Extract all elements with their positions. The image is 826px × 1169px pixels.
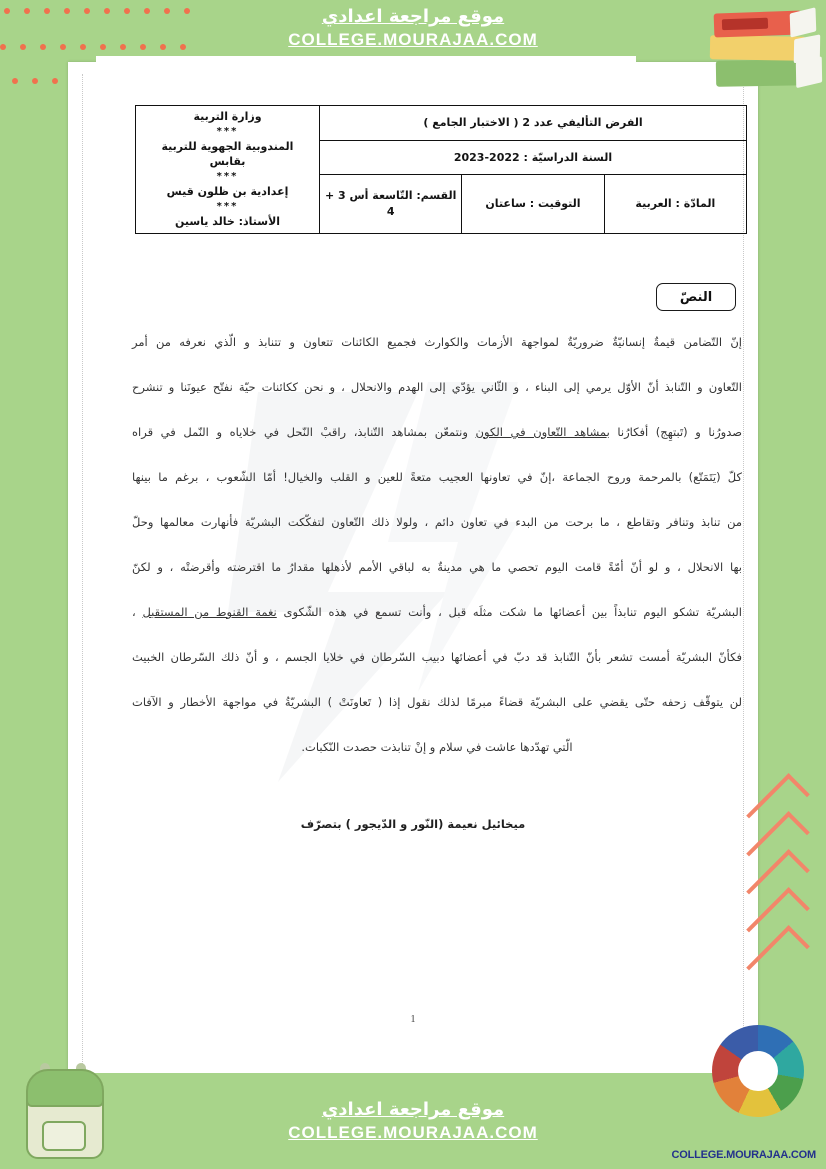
passage-line-text: فكأنّ البشريّة أمست تشعر بأنّ التّنابذ قد دبّ في أعضائها دبيب السّرطان في خلايا الجسم ، و أنّ ذلك السّرطان الخبيث (132, 649, 742, 664)
passage-line-text: صدورُنا و (تَبتهِج) أفكارُنا بمشاهد التّعاون في الكون ونتمعّن بمشاهد التّنابذ، راقبْ النّحل في خلاياه و النّمل في قراه (132, 424, 743, 439)
passage-line-text: الّتي تهدّدها عاشت في سلام و إنْ تنابذت حصدت النّكبات. (301, 739, 573, 754)
passage-line (132, 500, 742, 545)
passage-line-text: كلّ (يَتَمَتّع) بالمرحمة وروح الجماعة ،إنّ في تعاونها العجيب متعةً للعين و القلب والخيال! أمّا الشّعوب ، برغم ما بينها (132, 469, 742, 484)
book-green-icon (716, 59, 808, 87)
passage-line (132, 635, 742, 680)
passage-line (132, 320, 742, 365)
school-year-cell: السنة الدراسيّة : 2022-2023 (320, 140, 747, 175)
backpack-pocket (42, 1121, 86, 1151)
decoration-dot (32, 78, 38, 84)
decoration-dot (12, 78, 18, 84)
passage-line-text: بها الانحلال ، و لو أنّ أمّةً قامت اليوم تحصي ما هي مدينةٌ به لباقي الأمم لأذهلها مقدارُ ما اقترضته وأقرضتْه ، و لكنّ (132, 559, 742, 574)
site-name-arabic: موقع مراجعة اعدادي (321, 6, 505, 27)
text-section-label: النصّ (679, 289, 713, 305)
chevron-decoration (748, 790, 820, 980)
backpack-icon (18, 1063, 110, 1159)
class-cell: القسم: التّاسعة أس 3 + 4 (320, 175, 462, 233)
institution-line: بقابس (209, 155, 246, 169)
text-section-badge (656, 283, 736, 311)
passage-line-text: إنّ التّضامن قيمةٌ إنسانيّةٌ ضروريّةٌ لمواجهة الأزمات والكوارث فجميع الكائنات تتعاون و تتنابذ و الّذي نعرفه من أمر (132, 334, 742, 349)
institution-separator: *** (216, 171, 239, 183)
passage-body (132, 320, 742, 770)
institution-separator: *** (216, 200, 239, 212)
site-url: COLLEGE.MOURAJAA.COM (288, 30, 538, 49)
passage-line-text: من تنابذ وتنافر وتقاطع ، ما برحت من البدء في تعاون دائم ، ولولا ذلك التّعاون لتفكّكت البشريّة فأنهارت معالمها وحلّ (132, 514, 742, 529)
table-row (136, 106, 747, 141)
passage-line-text: لن يتوقّف زحفه حتّى يقضي على البشريّة قضاءً مبرمًا لذلك نقول إذا ( تَعاونَتْ ) البشريّةُ في مواجهة الأخطار و الآفات (132, 694, 742, 709)
footer-site-name-arabic: موقع مراجعة اعدادي (321, 1099, 505, 1120)
subjects-wheel-icon (712, 1025, 804, 1117)
bottom-banner-band (0, 1073, 826, 1169)
teacher-name: الأستاذ: خالد ياسين (174, 215, 281, 228)
footer-watermark-url: COLLEGE.MOURAJAA.COM (671, 1149, 816, 1161)
institution-cell (136, 106, 320, 234)
duration-cell: التوقيت : ساعتان (462, 175, 604, 233)
institution-separator: *** (216, 125, 239, 137)
passage-line (132, 680, 742, 725)
footer-site-url: COLLEGE.MOURAJAA.COM (288, 1123, 538, 1142)
top-banner-text (0, 6, 826, 50)
institution-line: إعدادية بن ظلون قيس (166, 185, 289, 199)
bottom-banner-text (0, 1099, 826, 1143)
wheel-center (738, 1051, 778, 1091)
institution-line: المندوبية الجهوية للتربية (161, 139, 294, 153)
exam-title-cell: الفرض التأليفي عدد 2 ( الاختبار الجامع ) (320, 106, 747, 141)
passage-line (132, 590, 742, 635)
backpack-flap (26, 1069, 104, 1107)
passage-attribution: ميخائيل نعيمة (النّور و الدّيجور ) بتصرّف (300, 817, 526, 831)
page-number: 1 (410, 1014, 416, 1025)
document-content (68, 62, 758, 1084)
document-sheet (68, 62, 758, 1084)
passage-line (132, 410, 742, 455)
passage-line (132, 545, 742, 590)
passage-line-text: البشريّة تشكو اليوم تنابذاً بين أعضائها ما شكت مثلَه قبل ، وأنت تسمع في هذه الشّكوى نغمة القنوط من المستقبل ، (132, 604, 742, 619)
passage-line (132, 365, 742, 410)
passage-line (132, 455, 742, 500)
exam-header-table (135, 105, 747, 234)
subject-cell: المادّة : العربية (604, 175, 746, 233)
passage-line-text: التّعاون و التّنابذ أنّ الأوّل يرمي إلى البناء ، و الثّاني يؤدّي إلى الهدم والانحلال ، و نحن ككائنات حيّة نفتّح عيونَنا و تنشرح (132, 379, 742, 394)
decoration-dot (52, 78, 58, 84)
passage-line (132, 725, 742, 770)
institution-line: وزارة التربية (193, 110, 262, 123)
